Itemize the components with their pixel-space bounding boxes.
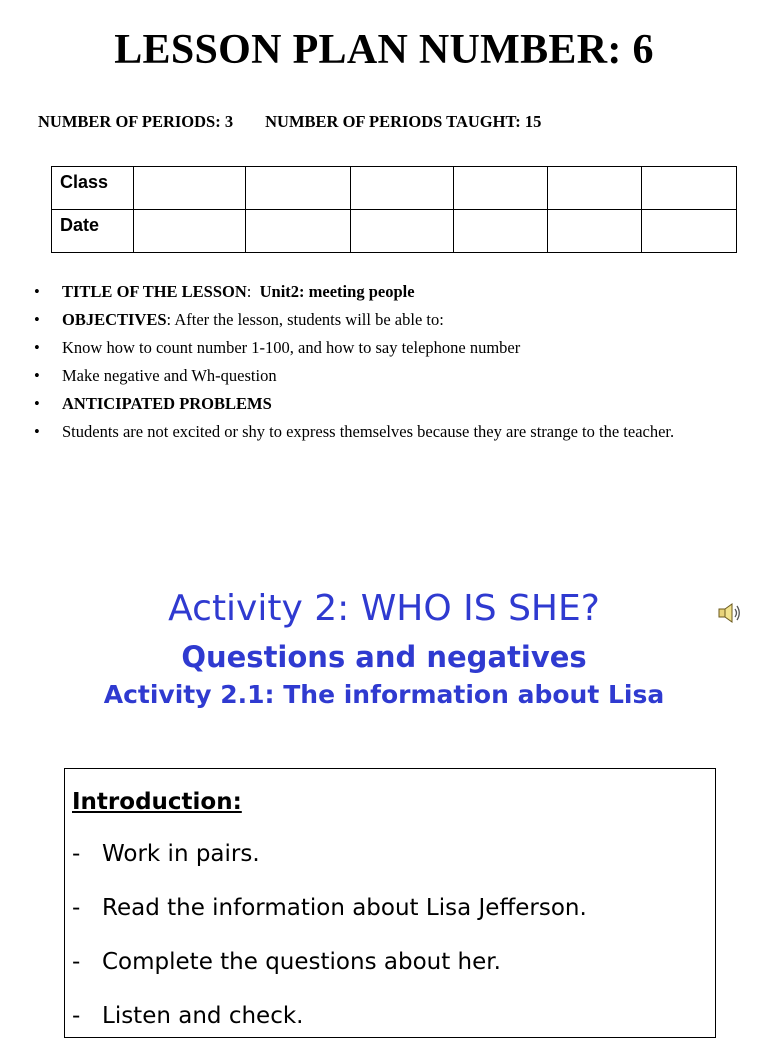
- step-text: Read the information about Lisa Jefferson.: [102, 895, 587, 921]
- step-dash: -: [72, 841, 81, 867]
- class-label: Class: [52, 167, 134, 210]
- bullet: •: [34, 338, 40, 357]
- date-cell: [548, 210, 642, 253]
- problem-text: Students are not excited or shy to express themselves because they are strange to the teacher.: [62, 422, 675, 441]
- activity-title: Activity 2: WHO IS SHE?: [168, 588, 600, 629]
- periods-taught-label: NUMBER OF PERIODS TAUGHT:: [265, 112, 521, 131]
- class-cell: [133, 167, 245, 210]
- periods-line: [38, 112, 541, 132]
- problem-item: [34, 422, 724, 441]
- introduction-step: [72, 895, 587, 949]
- bullet: •: [34, 282, 40, 301]
- activity-subtitle: Questions and negatives: [181, 640, 587, 674]
- introduction-steps: [72, 841, 587, 1038]
- lesson-plan-title: LESSON PLAN NUMBER: 6: [114, 27, 654, 73]
- objective-question-text: Make negative and Wh-question: [62, 366, 277, 385]
- bullet: •: [34, 394, 40, 413]
- class-date-table: [51, 166, 737, 253]
- periods-taught-value: 15: [524, 112, 542, 131]
- date-cell: [350, 210, 454, 253]
- anticipated-problems-item: [34, 394, 724, 413]
- class-cell: [548, 167, 642, 210]
- objective-count-item: [34, 338, 724, 357]
- step-text: Listen and check.: [102, 1003, 304, 1029]
- introduction-box: [64, 768, 716, 1038]
- class-cell: [642, 167, 737, 210]
- step-dash: -: [72, 1003, 81, 1029]
- objective-count-text: Know how to count number 1-100, and how to say telephone number: [62, 338, 521, 357]
- objective-question-item: [34, 366, 724, 385]
- activity-subtitle-2: Activity 2.1: The information about Lisa: [103, 680, 665, 709]
- date-row: [52, 210, 737, 253]
- lesson-title-item: • TITLE OF THE LESSON: Unit2: meeting people: [34, 282, 415, 301]
- introduction-heading: Introduction:: [72, 789, 242, 815]
- bullet: •: [34, 310, 40, 329]
- introduction-step: [72, 1003, 587, 1038]
- periods-label: NUMBER OF PERIODS:: [38, 112, 221, 131]
- objectives-item: • OBJECTIVES: After the lesson, students will be able to:: [34, 310, 444, 329]
- class-cell: [454, 167, 548, 210]
- date-cell: [454, 210, 548, 253]
- date-cell: [245, 210, 350, 253]
- bullet: •: [34, 366, 40, 385]
- class-row: [52, 167, 737, 210]
- step-dash: -: [72, 949, 81, 975]
- lesson-title-value: Unit2: meeting people: [259, 282, 415, 301]
- anticipated-problems-label: ANTICIPATED PROBLEMS: [62, 394, 272, 413]
- periods-value: 3: [224, 112, 234, 131]
- step-text: Complete the questions about her.: [102, 949, 501, 975]
- step-text: Work in pairs.: [102, 841, 260, 867]
- speaker-icon[interactable]: [716, 600, 742, 626]
- objectives-text: After the lesson, students will be able to:: [174, 310, 444, 329]
- step-dash: -: [72, 895, 81, 921]
- bullet: •: [34, 422, 40, 441]
- introduction-step: [72, 841, 587, 895]
- date-cell: [642, 210, 737, 253]
- date-label: Date: [52, 210, 134, 253]
- lesson-info-list: [34, 282, 724, 450]
- date-cell: [133, 210, 245, 253]
- lesson-title-label: TITLE OF THE LESSON: [62, 282, 247, 301]
- class-cell: [245, 167, 350, 210]
- introduction-step: [72, 949, 587, 1003]
- class-cell: [350, 167, 454, 210]
- objectives-label: OBJECTIVES: [62, 310, 167, 329]
